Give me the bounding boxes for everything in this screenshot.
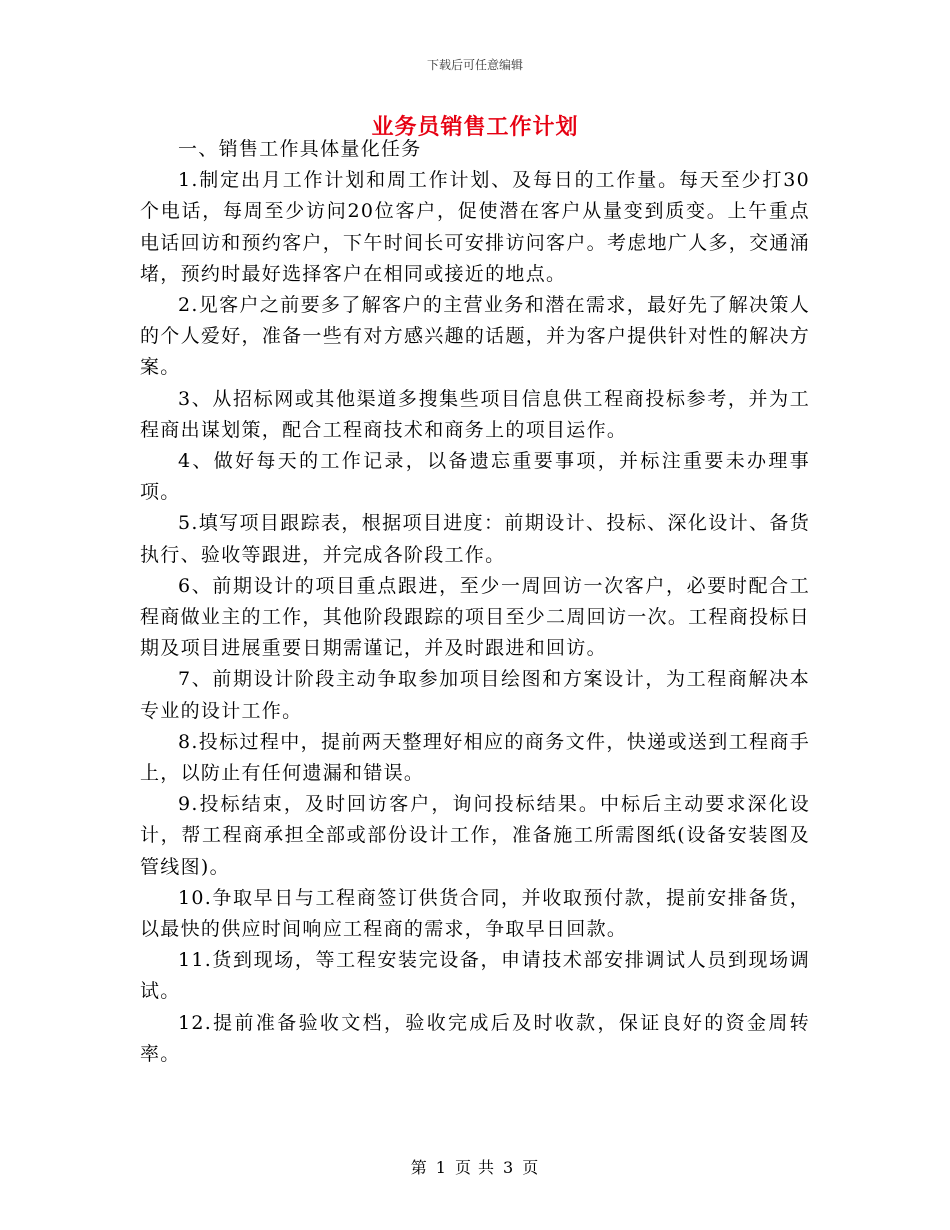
paragraph-item-1: 1.制定出月工作计划和周工作计划、及每日的工作量。每天至少打30个电话，每周至少访问20位客户，促使潜在客户从量变到质变。上午重点电话回访和预约客户，下午时间长可安排访问客户。考虑地广人多，交通涌堵，预约时最好选择客户在相同或接近的地点。 bbox=[140, 169, 810, 285]
paragraph-item-7: 7、前期设计阶段主动争取参加项目绘图和方案设计，为工程商解决本专业的设计工作。 bbox=[140, 668, 810, 722]
footer-prefix: 第 bbox=[410, 1158, 428, 1177]
footer-suffix: 页 bbox=[522, 1158, 540, 1177]
section-heading: 一、销售工作具体量化任务 bbox=[178, 138, 422, 160]
footer-page-number: 1 bbox=[435, 1158, 447, 1177]
paragraph-item-9: 9.投标结束，及时回访客户，询问投标结果。中标后主动要求深化设计，帮工程商承担全部或部份设计工作，准备施工所需图纸(设备安装图及管线图)。 bbox=[140, 793, 810, 878]
footer-total-pages: 3 bbox=[503, 1158, 515, 1177]
paragraph-item-4: 4、做好每天的工作记录，以备遗忘重要事项，并标注重要未办理事项。 bbox=[140, 450, 810, 504]
document-title: 业务员销售工作计划 bbox=[371, 114, 579, 140]
paragraph-item-8: 8.投标过程中，提前两天整理好相应的商务文件，快递或送到工程商手上，以防止有任何遗漏和错误。 bbox=[140, 730, 810, 785]
header-note: 下载后可任意编辑 bbox=[426, 58, 523, 72]
paragraph-item-2: 2.见客户之前要多了解客户的主营业务和潜在需求，最好先了解决策人的个人爱好，准备一些有对方感兴趣的话题，并为客户提供针对性的解决方案。 bbox=[140, 294, 810, 379]
document-body bbox=[140, 134, 810, 1070]
paragraph-item-10: 10.争取早日与工程商签订供货合同，并收取预付款，提前安排备货，以最快的供应时间响应工程商的需求，争取早日回款。 bbox=[140, 886, 810, 941]
footer-middle: 页 共 bbox=[454, 1158, 496, 1177]
paragraph-item-5: 5.填写项目跟踪表，根据项目进度：前期设计、投标、深化设计、备货执行、验收等跟进，并完成各阶段工作。 bbox=[140, 512, 810, 566]
paragraph-item-11: 11.货到现场，等工程安装完设备，申请技术部安排调试人员到现场调试。 bbox=[140, 949, 810, 1003]
page-footer bbox=[0, 1155, 950, 1178]
paragraph-item-6: 6、前期设计的项目重点跟进，至少一周回访一次客户，必要时配合工程商做业主的工作，其他阶段跟踪的项目至少二周回访一次。工程商投标日期及项目进展重要日期需谨记，并及时跟进和回访。 bbox=[140, 574, 810, 660]
paragraph-item-3: 3、从招标网或其他渠道多搜集些项目信息供工程商投标参考，并为工程商出谋划策，配合工程商技术和商务上的项目运作。 bbox=[140, 387, 810, 441]
paragraph-item-12: 12.提前准备验收文档，验收完成后及时收款，保证良好的资金周转率。 bbox=[140, 1011, 810, 1065]
